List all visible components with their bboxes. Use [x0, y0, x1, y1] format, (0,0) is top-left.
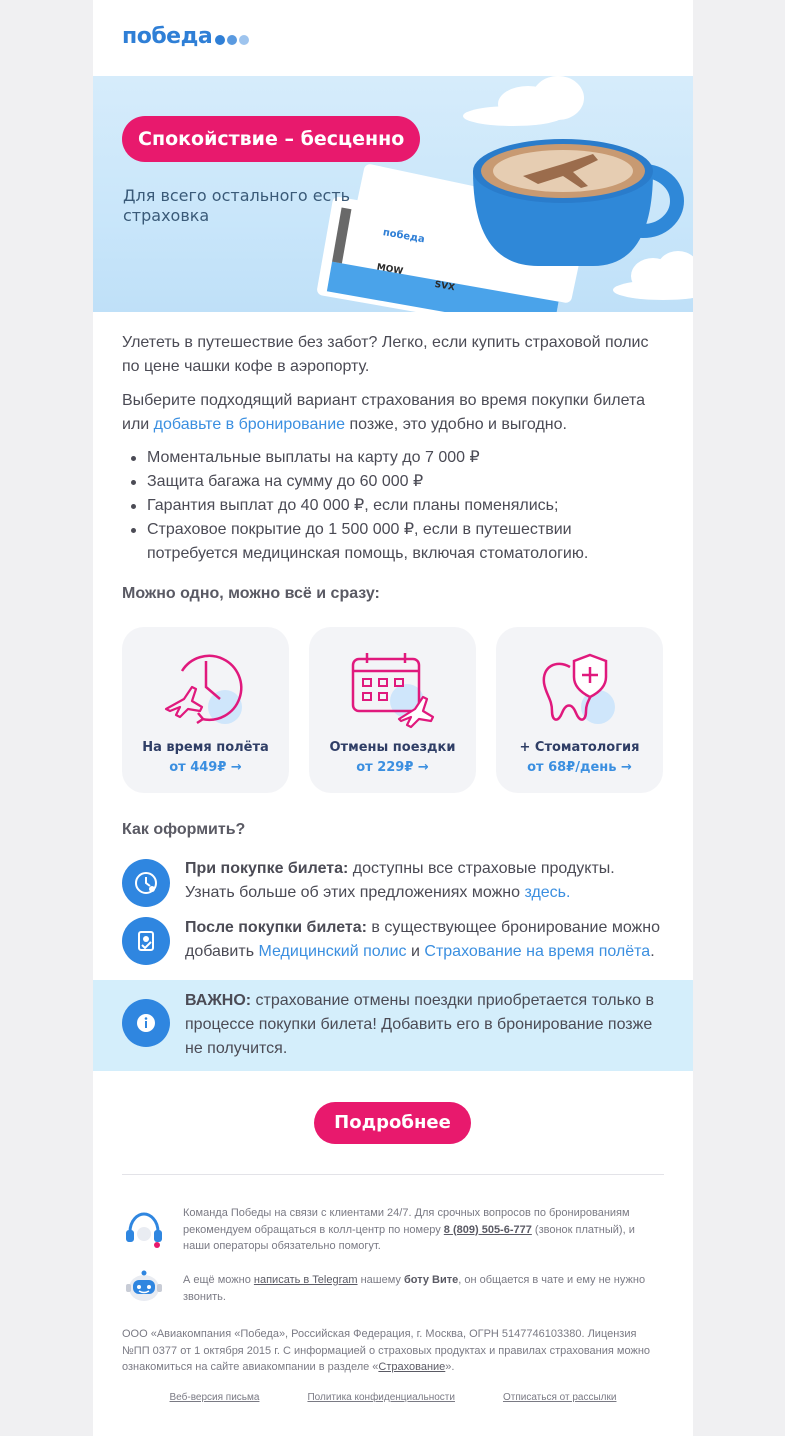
legal-text — [122, 1326, 662, 1376]
banner-subtitle: Для всего остального есть страховка — [123, 186, 351, 225]
card-price[interactable]: от 229₽ → — [356, 760, 429, 775]
headset-icon — [124, 1212, 164, 1248]
logo-dot — [239, 35, 249, 45]
email-container — [93, 0, 693, 1436]
clock-plane-icon — [162, 649, 250, 731]
bot-vitya-icon — [124, 1270, 164, 1304]
flight-insurance-link[interactable]: Страхование на время полёта — [424, 943, 651, 960]
card-dental[interactable] — [496, 627, 663, 793]
support-text-2: (звонок платный), и наши операторы обязательно помогут. — [183, 1223, 635, 1252]
badge-check-icon — [122, 917, 170, 965]
how-during-bold: При покупке билета: — [185, 860, 349, 877]
bot-name: боту Вите — [403, 1274, 459, 1286]
ticket-from: MOW — [375, 262, 404, 278]
support-agent-icon — [122, 859, 170, 907]
medical-policy-link[interactable]: Медицинский полис — [258, 943, 407, 960]
coffee-cup-icon — [473, 139, 677, 266]
how-after-end: . — [650, 943, 655, 960]
logo-dot — [215, 35, 225, 45]
important-body: страхование отмены поездки приобретается только в процессе покупки билета! Добавить его в бронирование позже не получится. — [185, 992, 654, 1057]
list-item: Защита багажа на сумму до 60 000 ₽ — [122, 470, 662, 494]
how-after-and: и — [406, 943, 425, 960]
support-text — [183, 1205, 653, 1255]
unsubscribe-link[interactable]: Отписаться от рассылки — [502, 1392, 617, 1403]
telegram-link[interactable]: написать в Telegram — [253, 1274, 358, 1286]
web-version-link[interactable]: Веб-версия письма — [169, 1392, 260, 1403]
divider — [122, 1174, 664, 1175]
logo-dot — [227, 35, 237, 45]
bot-text-after: , он общается в чате и ему не нужно звонить. — [183, 1274, 646, 1303]
learn-more-link[interactable]: здесь. — [524, 884, 571, 901]
how-after-bold: После покупки билета: — [185, 919, 367, 936]
benefits-list — [122, 446, 662, 566]
hero-banner[interactable] — [93, 76, 693, 312]
footer-links — [93, 1392, 693, 1403]
list-item: Страховое покрытие до 1 500 000 ₽, если в путешествии потребуется медицинская помощь, включая стоматологию. — [122, 518, 662, 566]
card-price[interactable]: от 449₽ → — [169, 760, 242, 775]
card-title: + Стоматология — [519, 740, 640, 755]
ticket-brand: победа — [381, 227, 426, 246]
list-item: Гарантия выплат до 40 000 ₽, если планы поменялись; — [122, 494, 662, 518]
card-title: Отмены поездки — [329, 740, 456, 755]
ticket-to: SVX — [433, 279, 456, 294]
how-after-text — [185, 916, 667, 964]
cloud-icon — [613, 251, 693, 300]
card-flight-insurance[interactable] — [122, 627, 289, 793]
logo-dots — [215, 35, 251, 45]
logo-text: победа — [122, 24, 213, 49]
how-during-body: доступны все страховые продукты. Узнать больше об этих предложениях можно — [185, 860, 615, 901]
more-details-button[interactable]: Подробнее — [314, 1102, 471, 1144]
tooth-shield-icon — [536, 649, 624, 731]
card-trip-cancellation[interactable] — [309, 627, 476, 793]
how-heading: Как оформить? — [122, 821, 246, 838]
list-item: Моментальные выплаты на карту до 7 000 ₽ — [122, 446, 662, 470]
choose-before: Выберите подходящий вариант страхования во время покупки билета или — [122, 392, 645, 433]
insurance-section-link[interactable]: Страхование — [378, 1361, 446, 1373]
pobeda-logo[interactable] — [122, 26, 251, 48]
callcenter-phone-link[interactable]: 8 (809) 505-6-777 — [443, 1223, 532, 1236]
how-during-text — [185, 857, 667, 905]
email-header — [93, 0, 693, 76]
important-notice — [93, 980, 693, 1071]
legal-body: ООО «Авиакомпания «Победа», Российская Федерация, г. Москва, ОГРН 5147746103380. Лицензия №ПП 0377 от 1 октября 2015 г. С информацией о страховых продуктах и правилах страхования можно ознакомиться на сайте авиакомпании в разделе « — [122, 1328, 651, 1373]
choose-text — [122, 389, 662, 437]
bot-text-before: А ещё можно — [183, 1274, 254, 1286]
card-title: На время полёта — [142, 740, 269, 755]
cloud-icon — [463, 76, 584, 126]
combo-heading: Можно одно, можно всё и сразу: — [122, 585, 380, 602]
how-after-body: в существующее бронирование можно добавить — [185, 919, 660, 960]
choose-after: позже, это удобно и выгодно. — [345, 416, 567, 433]
add-to-booking-link[interactable]: добавьте в бронирование — [153, 416, 346, 433]
support-text-1: Команда Победы на связи с клиентами 24/7. Для срочных вопросов по бронированиям рекомендуем обращаться в колл-центр по номеру — [183, 1207, 630, 1236]
important-bold: ВАЖНО: — [185, 992, 252, 1009]
important-text — [185, 989, 665, 1061]
bot-text-mid: нашему — [357, 1274, 404, 1286]
banner-headline: Спокойствие – бесценно — [122, 116, 420, 162]
calendar-plane-icon — [349, 649, 437, 731]
bot-text — [183, 1272, 653, 1305]
legal-end: ». — [445, 1361, 455, 1373]
card-price[interactable]: от 68₽/день → — [527, 760, 632, 775]
info-icon — [122, 999, 170, 1047]
intro-text: Улететь в путешествие без забот? Легко, если купить страховой полис по цене чашки кофе в аэропорту. — [122, 334, 649, 375]
privacy-policy-link[interactable]: Политика конфиденциальности — [307, 1392, 455, 1403]
